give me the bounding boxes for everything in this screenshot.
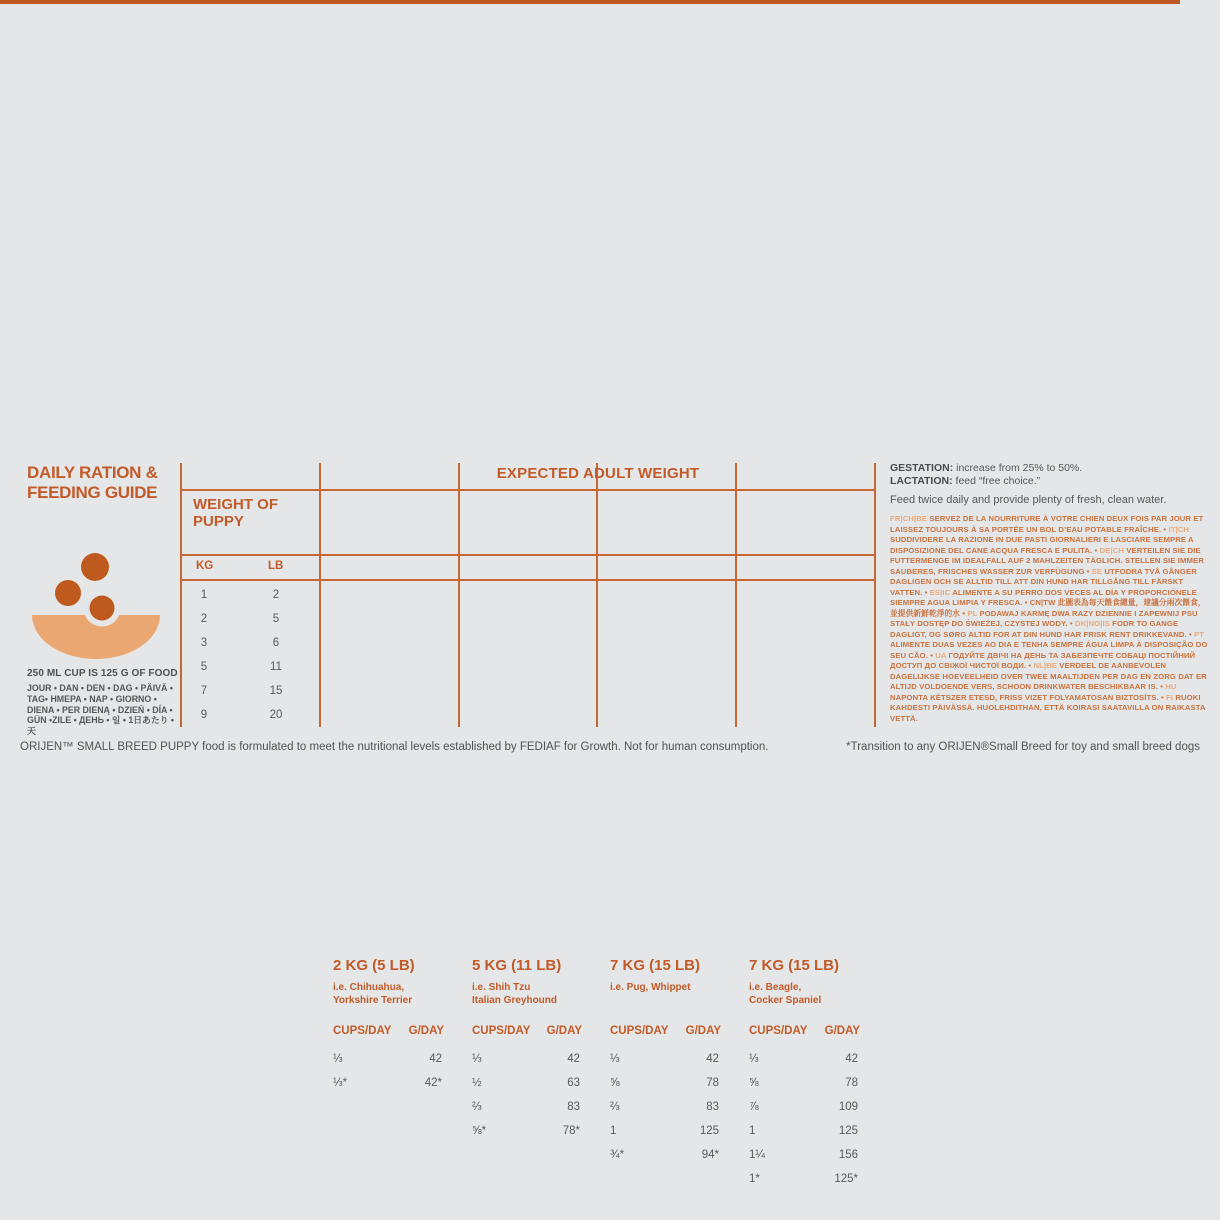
section-title-line2: FEEDING GUIDE [27, 482, 158, 502]
day-translations: JOUR • DAN • DEN • DAG • PÄIVÄ • TAG• HMEPA • NAP • GIORNO • DIENA • PER DIENĄ • DZIEŃ • DÍA • GÜN •ZILE • ДЕНЬ • 일 • 1日あたり • 天 [27, 683, 174, 737]
table-row [320, 1119, 458, 1143]
table-row [736, 1095, 874, 1119]
table-row [320, 1071, 458, 1095]
lb-value: 11 [270, 661, 282, 673]
cups-per-day-value: ⅝* [472, 1125, 487, 1137]
lb-value: 5 [272, 613, 280, 625]
table-row [597, 1047, 735, 1071]
section-title-line1: DAILY RATION & [27, 463, 158, 482]
units-row [459, 1021, 596, 1041]
cup-measure-note: 250 ML CUP IS 125 G OF FOOD [27, 668, 178, 679]
adult-weight-label: 2 KG (5 LB) [333, 957, 415, 974]
gestation-note [890, 462, 1210, 475]
grams-per-day-value: 42 [567, 1053, 580, 1065]
breed-header [749, 957, 839, 1017]
language-code: HU [1165, 682, 1177, 691]
grams-per-day-value: 42 [706, 1053, 719, 1065]
language-code: DE|CH [1099, 545, 1124, 555]
grams-per-day-value: 78 [706, 1077, 719, 1089]
grams-per-day-value: 83 [567, 1101, 580, 1113]
breed-header [472, 957, 561, 1017]
kg-value: 1 [200, 589, 208, 601]
table-row [736, 1071, 874, 1095]
language-code: PT [1194, 629, 1205, 639]
table-row [459, 1095, 596, 1119]
language-code: ES|IC [929, 587, 951, 597]
table-row [320, 1167, 458, 1191]
footer [20, 741, 1200, 753]
grams-per-day-header: G/DAY [685, 1025, 721, 1037]
grams-per-day-value: 109 [838, 1101, 858, 1113]
weight-of-puppy-header [193, 496, 278, 530]
lb-value: 15 [269, 685, 283, 697]
ration-rows [320, 1047, 458, 1191]
language-code: CN|TW [1029, 598, 1056, 607]
cups-per-day-header: CUPS/DAY [333, 1025, 392, 1037]
breed-example-line2: Italian Greyhound [472, 995, 558, 1006]
kg-value: 2 [200, 613, 208, 625]
table-row [459, 1071, 596, 1095]
grams-per-day-value: 63 [567, 1077, 580, 1089]
grams-per-day-value: 125* [834, 1173, 858, 1185]
kg-value: 9 [200, 709, 208, 721]
table-row [320, 1143, 458, 1167]
weight-of-puppy-line1: WEIGHT OF [193, 496, 278, 513]
lb-column-header: LB [268, 560, 284, 572]
language-code: UA [935, 650, 947, 660]
table-row [320, 1047, 458, 1071]
table-row [736, 1119, 874, 1143]
section-title [27, 463, 158, 502]
cups-per-day-header: CUPS/DAY [610, 1025, 669, 1037]
cups-per-day-value: 1 [610, 1125, 617, 1137]
language-code: NL|BE [1033, 661, 1058, 670]
language-code: PL [967, 608, 978, 618]
grams-per-day-value: 78 [845, 1077, 858, 1089]
expected-adult-weight-header: EXPECTED ADULT WEIGHT [496, 465, 700, 482]
cups-per-day-header: CUPS/DAY [472, 1025, 531, 1037]
table-row [180, 584, 320, 608]
footer-divider [0, 0, 1180, 4]
kg-column-header: KG [196, 560, 214, 572]
table-row [459, 1119, 596, 1143]
cups-per-day-value: ⅞ [749, 1101, 759, 1113]
grams-per-day-value: 42 [845, 1053, 858, 1065]
cups-per-day-value: 1 [749, 1125, 756, 1137]
language-code: FI [1166, 692, 1174, 702]
table-row [180, 704, 320, 728]
table-row [736, 1047, 874, 1071]
cups-per-day-value: ¾* [610, 1149, 625, 1161]
adult-weight-label: 7 KG (15 LB) [610, 957, 701, 974]
table-row [180, 608, 320, 632]
cups-per-day-value: ⅓ [333, 1053, 343, 1065]
table-row [180, 632, 320, 656]
cups-per-day-header: CUPS/DAY [749, 1025, 808, 1037]
breed-example-line1: i.e. Pug, Whippet [610, 982, 691, 993]
table-vline [874, 463, 876, 727]
grams-per-day-value: 156 [838, 1149, 858, 1161]
cups-per-day-value: ⅝ [610, 1077, 620, 1089]
cups-per-day-value: ⅓ [749, 1053, 759, 1065]
ration-rows [459, 1047, 596, 1191]
cups-per-day-value: ½ [472, 1077, 482, 1089]
breed-header [333, 957, 415, 1017]
cups-per-day-value: ⅝ [749, 1077, 759, 1089]
table-row [459, 1167, 596, 1191]
lactation-text: feed “free choice.” [952, 475, 1041, 487]
grams-per-day-value: 94* [701, 1149, 719, 1161]
language-code: DK|NO|IS [1074, 619, 1110, 628]
breed-example-line2: Yorkshire Terrier [333, 995, 413, 1006]
grams-per-day-header: G/DAY [546, 1025, 582, 1037]
kg-value: 5 [200, 661, 208, 673]
table-row [597, 1167, 735, 1191]
multilingual-feeding-instructions: FR|CH|BE SERVEZ DE LA NOURRITURE À VOTRE CHIEN DEUX FOIS PAR JOUR ET LAISSEZ TOUJOURS À SA PORTÉE UN BOL D’EAU POTABLE FRAÎCHE. • IT|CH SUDDIVIDERE LA RAZIONE IN DUE PASTI GIORNALIERI E LASCIARE SEMPRE A DISPOSIZIONE DEL CANE ACQUA FRESCA E PULITA. • DE|CH VERTEILEN SIE DIE FUTTERMENGE IM IDEALFALL AUF 2 MAHLZEITEN TÄGLICH. STELLEN SIE IMMER SAUBERES, FRISCHES WASSER ZUR VERFÜGUNG • SE UTFODRA TVÅ GÅNGER DAGLIGEN OCH SE ALLTID TILL ATT DIN HUND HAR TILLGÅNG TILL FÄRSKT VATTEN. • ES|IC ALIMENTE A SU PERRO DOS VECES AL DÍA Y PROPORCIÓNELE SIEMPRE AGUA LIMPIA Y FRESCA. • CN|TW 此圖表為每天餵食總量，建議分兩次餵食，並提供新鮮乾淨的水 • PL PODAWAJ KARMĘ DWA RAZY DZIENNIE I ZAPEWNIJ PSU STAŁY DOSTĘP DO ŚWIEŻEJ, CZYSTEJ WODY. • DK|NO|IS FODR TO GANGE DAGLIGT, OG SØRG ALTID FOR AT DIN HUND HAR FRISK RENT DRIKKEVAND. • PT ALIMENTE DUAS VEZES AO DIA E TENHA SEMPRE ÁGUA LIMPA À DISPOSIÇÃO DO SEU CÃO. • UA ГОДУЙТЕ ДВІЧІ НА ДЕНЬ ТА ЗАБЕЗПЕЧТЕ СОБАЦІ ПОСТІЙНИЙ ДОСТУП ДО СВІЖОЇ ЧИСТОЇ ВОДИ. • NL|BE VERDEEL DE AANBEVOLEN DAGELIJKSE HOEVEELHEID OVER TWEE MAALTIJDEN PER DAG EN ZORG DAT ER ALTIJD VOLDOENDE VERS, SCHOON DRINKWATER BESCHIKBAAR IS. • HU NAPONTA KÉTSZER ETESD, FRISS VIZET FOLYAMATOSAN BIZTOSÍTS. • FI RUOKI KAHDESTI PÄIVÄSSÄ. HUOLEHDITHAN, ETTÄ KOIRASI SAATAVILLA ON RAIKASTA VETTÄ. [890, 514, 1208, 723]
cups-per-day-value: ⅔ [610, 1101, 620, 1113]
grams-per-day-value: 125 [699, 1125, 719, 1137]
table-row [597, 1095, 735, 1119]
lb-value: 2 [272, 589, 280, 601]
feeding-notes [890, 462, 1210, 724]
breed-example-line1: i.e. Beagle, [749, 982, 802, 993]
ration-rows [597, 1047, 735, 1191]
transition-footnote: *Transition to any ORIJEN®Small Breed for toy and small breed dogs [846, 741, 1200, 753]
language-code: FR|CH|BE [890, 514, 928, 523]
table-row [597, 1143, 735, 1167]
table-row [459, 1047, 596, 1071]
breed-example-line1: i.e. Shih Tzu [472, 982, 531, 993]
weight-column-2kg [320, 463, 458, 1089]
cups-per-day-value: ⅓* [333, 1077, 348, 1089]
breed-header [610, 957, 700, 1017]
cups-per-day-value: ⅔ [472, 1101, 482, 1113]
cups-per-day-value: 1* [749, 1173, 760, 1185]
fediaf-statement: ORIJEN™ SMALL BREED PUPPY food is formulated to meet the nutritional levels established by FEDIAF for Growth. Not for human consumption. [20, 741, 769, 753]
puppy-weight-rows [180, 584, 320, 728]
kg-value: 7 [200, 685, 208, 697]
table-row [736, 1167, 874, 1191]
table-row [597, 1119, 735, 1143]
feed-twice-note: Feed twice daily and provide plenty of fresh, clean water. [890, 494, 1167, 506]
weight-column-5kg [459, 463, 596, 1137]
table-row [180, 656, 320, 680]
table-row [459, 1143, 596, 1167]
cups-per-day-value: ⅓ [610, 1053, 620, 1065]
puppy-units-row [180, 558, 320, 578]
adult-weight-label: 5 KG (11 LB) [472, 957, 562, 974]
grams-per-day-value: 42* [424, 1077, 442, 1089]
bowl-with-kibble-icon [25, 548, 167, 666]
cups-per-day-value: 1¼ [749, 1149, 765, 1161]
table-row [736, 1143, 874, 1167]
weight-column-7kg-beagle [736, 463, 874, 1185]
units-row [320, 1021, 458, 1041]
table-row [180, 680, 320, 704]
breed-example-line2: Cocker Spaniel [749, 995, 822, 1006]
gestation-label: GESTATION: [890, 462, 954, 474]
table-row [597, 1071, 735, 1095]
units-row [736, 1021, 874, 1041]
units-row [597, 1021, 735, 1041]
grams-per-day-value: 78* [562, 1125, 580, 1137]
lactation-label: LACTATION: [890, 475, 953, 487]
gestation-text: increase from 25% to 50%. [953, 462, 1083, 474]
adult-weight-label: 7 KG (15 LB) [749, 957, 840, 974]
lb-value: 6 [272, 637, 280, 649]
grams-per-day-value: 125 [838, 1125, 858, 1137]
ration-rows [736, 1047, 874, 1191]
lb-value: 20 [269, 709, 283, 721]
weight-column-7kg-pug [597, 463, 735, 1161]
kg-value: 3 [200, 637, 208, 649]
language-code: SE [1091, 566, 1103, 576]
language-code: IT|CH [1168, 524, 1190, 534]
grams-per-day-header: G/DAY [824, 1025, 860, 1037]
breed-example-line1: i.e. Chihuahua, [333, 982, 405, 993]
lactation-note [890, 475, 1210, 488]
cups-per-day-value: ⅓ [472, 1053, 482, 1065]
grams-per-day-header: G/DAY [408, 1025, 444, 1037]
grams-per-day-value: 83 [706, 1101, 719, 1113]
grams-per-day-value: 42 [429, 1053, 442, 1065]
table-row [320, 1095, 458, 1119]
weight-of-puppy-line2: PUPPY [193, 513, 244, 530]
